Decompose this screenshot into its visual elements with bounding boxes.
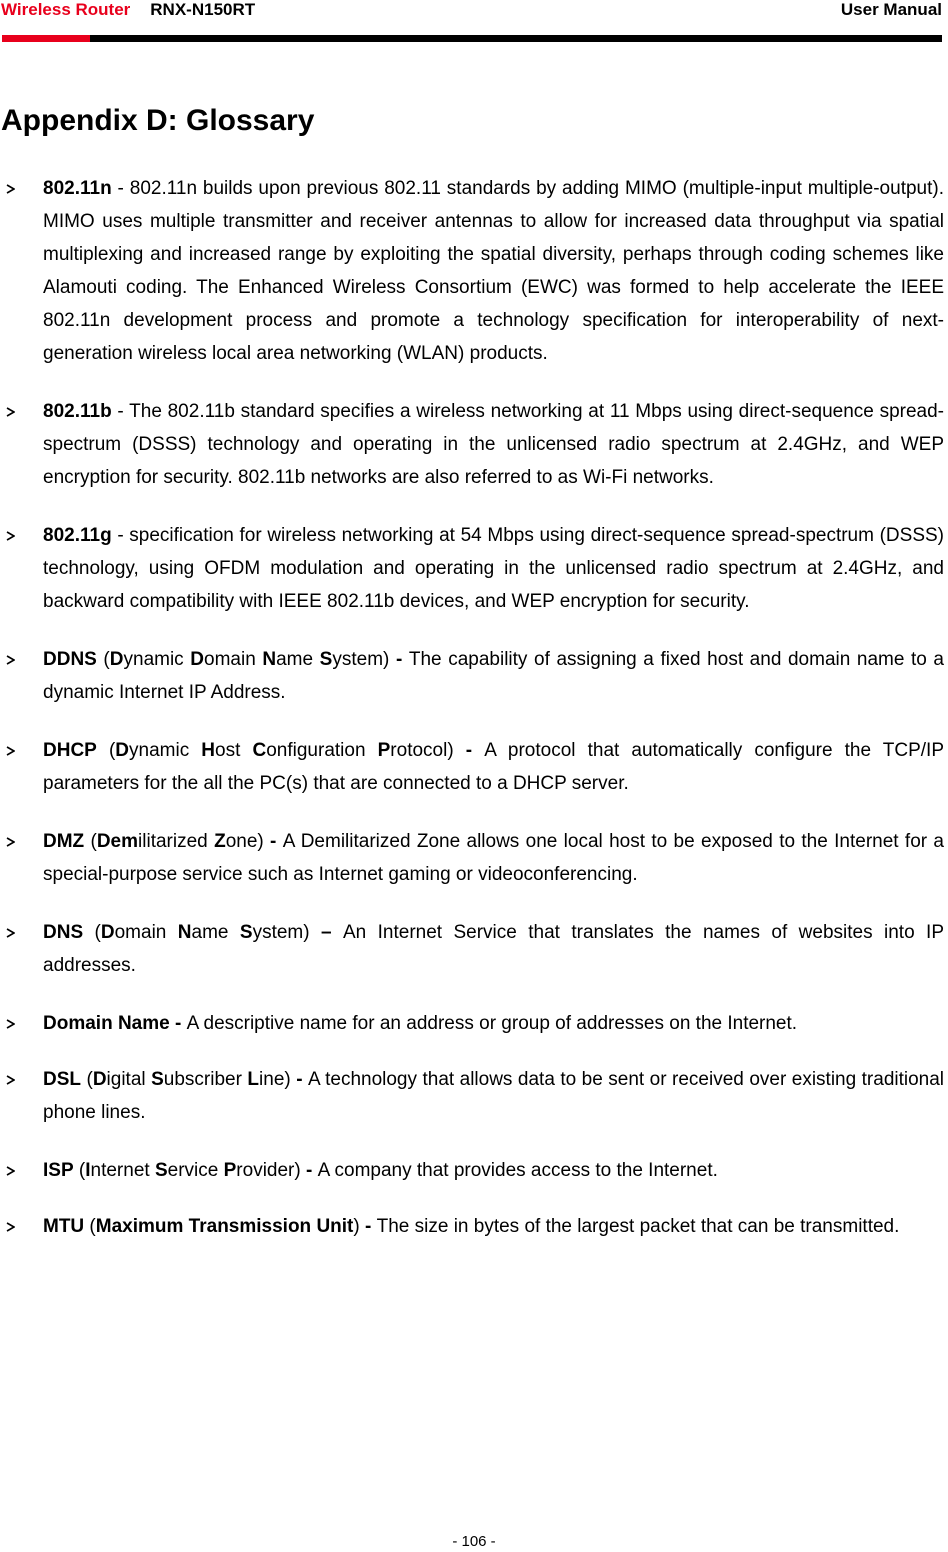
glossary-entry: DDNS (Dynamic Domain Name System) - The capability of assigning a fixed host and domain name to a dynamic Internet IP Address. [0, 643, 948, 709]
glossary-term: DDNS [43, 649, 97, 670]
arrow-bullet-icon [6, 1166, 15, 1176]
expansion-letter: N [262, 649, 277, 670]
expansion-text: ame [191, 922, 240, 943]
glossary-term: 802.11g [43, 525, 112, 546]
glossary-definition: A technology that allows data to be sent or received over existing traditional phone lines. [43, 1069, 945, 1123]
glossary-term: DSL [43, 1069, 81, 1090]
page-number: - 106 - [452, 1533, 496, 1550]
term-separator: – [309, 922, 343, 943]
expansion-letter: m [121, 831, 139, 852]
arrow-bullet-icon [6, 1222, 15, 1232]
glossary-list [0, 172, 948, 1243]
expansion-text: ilitarized [138, 831, 215, 852]
header-rule-black [90, 35, 942, 42]
glossary-term: DHCP [43, 740, 97, 761]
arrow-bullet-icon [6, 746, 15, 756]
glossary-term: DNS [43, 922, 84, 943]
glossary-term: Domain Name [43, 1013, 170, 1034]
header-left [1, 0, 255, 20]
page-header [0, 0, 948, 44]
term-separator: - [111, 525, 130, 546]
expansion-text: ystem [332, 649, 384, 670]
glossary-definition: A company that provides access to the Internet. [317, 1160, 718, 1181]
glossary-definition: An Internet Service that translates the names of websites into IP addresses. [43, 922, 945, 976]
expansion-text: igital [106, 1069, 152, 1090]
expansion-text: ost [215, 740, 253, 761]
page-title: Appendix D: Glossary [1, 104, 315, 137]
arrow-bullet-icon [6, 1019, 15, 1029]
expansion-text: ame [276, 649, 320, 670]
glossary-entry: MTU (Maximum Transmission Unit) - The size in bytes of the largest packet that can be transmitted. [0, 1210, 948, 1243]
expansion-text: Maximum Transmission Unit [95, 1216, 354, 1237]
expansion-text: ynamic [123, 649, 191, 670]
glossary-definition: The size in bytes of the largest packet that can be transmitted. [376, 1216, 900, 1237]
expansion-letter: D [115, 740, 130, 761]
arrow-bullet-icon [6, 407, 15, 417]
expansion-letter: N [177, 922, 192, 943]
term-separator: - [111, 178, 130, 199]
glossary-entry: DMZ (Demilitarized Zone) - A Demilitarized Zone allows one local host to be exposed to the Internet for a special-purpose service such as Internet gaming or videoconferencing. [0, 825, 948, 891]
glossary-entry [0, 172, 948, 370]
header-rule-red [2, 35, 90, 42]
term-separator: - [359, 1216, 377, 1237]
glossary-entry: DHCP (Dynamic Host Configuration Protocol) - A protocol that automatically configure the TCP/IP parameters for the all the PC(s) that are connected to a DHCP server. [0, 734, 948, 800]
arrow-bullet-icon [6, 1075, 15, 1085]
expansion-text: ystem [252, 922, 304, 943]
term-separator: - [111, 401, 130, 422]
glossary-term: DMZ [43, 831, 85, 852]
expansion-letter: De [96, 831, 122, 852]
arrow-bullet-icon [6, 184, 15, 194]
glossary-entry: DNS (Domain Name System) – An Internet Service that translates the names of websites into IP addresses. [0, 916, 948, 982]
term-separator: - [300, 1160, 318, 1181]
expansion-letter: S [154, 1160, 168, 1181]
expansion-text: onfiguration [266, 740, 378, 761]
term-separator: - [263, 831, 283, 852]
glossary-entry: ISP (Internet Service Provider) - A company that provides access to the Internet. [0, 1154, 948, 1187]
expansion-letter: P [223, 1160, 237, 1181]
arrow-bullet-icon [6, 531, 15, 541]
glossary-definition: A protocol that automatically configure the TCP/IP parameters for the all the PC(s) that are connected to a DHCP server. [43, 740, 945, 794]
term-separator: - [169, 1013, 187, 1034]
expansion-letter: P [377, 740, 391, 761]
expansion-letter: D [190, 649, 205, 670]
term-separator: - [290, 1069, 308, 1090]
expansion-text: one [225, 831, 258, 852]
glossary-entry [0, 519, 948, 618]
term-separator: - [453, 740, 485, 761]
expansion-letter: S [151, 1069, 164, 1090]
glossary-entry [0, 1007, 948, 1040]
expansion-text: ubscriber [163, 1069, 248, 1090]
expansion-text: omain [114, 922, 178, 943]
header-doc-type: User Manual [840, 0, 942, 19]
expansion-letter: S [239, 922, 253, 943]
expansion-text: ervice [167, 1160, 224, 1181]
glossary-definition: A descriptive name for an address or group of addresses on the Internet. [186, 1013, 798, 1034]
glossary-entry [0, 395, 948, 494]
expansion-text: omain [204, 649, 263, 670]
expansion-text: ynamic [129, 740, 202, 761]
header-brand: Wireless Router [1, 0, 131, 19]
expansion-text: rovider [236, 1160, 295, 1181]
glossary-entry: DSL (Digital Subscriber Line) - A technology that allows data to be sent or received over existing traditional phone lines. [0, 1063, 948, 1129]
glossary-definition: The capability of assigning a fixed host and domain name to a dynamic Internet IP Address. [43, 649, 945, 703]
glossary-term: 802.11b [43, 401, 112, 422]
arrow-bullet-icon [6, 928, 15, 938]
header-model: RNX-N150RT [150, 0, 256, 19]
expansion-letter: C [252, 740, 267, 761]
arrow-bullet-icon [6, 837, 15, 847]
arrow-bullet-icon [6, 655, 15, 665]
expansion-text: nternet [90, 1160, 155, 1181]
expansion-text: ine [259, 1069, 285, 1090]
expansion-letter: H [201, 740, 216, 761]
term-separator: - [389, 649, 409, 670]
glossary-definition: The 802.11b standard specifies a wireless networking at 11 Mbps using direct-sequence spread-spectrum (DSSS) technology and operating in the unlicensed radio spectrum at 2.4GHz, and WEP encryption for security. 802.11b networks are also referred to as Wi-Fi networks. [43, 401, 945, 488]
expansion-letter: Z [214, 831, 226, 852]
expansion-letter: D [109, 649, 124, 670]
glossary-definition: 802.11n builds upon previous 802.11 standards by adding MIMO (multiple-input multiple-output). MIMO uses multiple transmitter and receiver antennas to allow for increased data throughput via spatial multiplexing and increased range by exploiting the spatial diversity, perhaps through coding schemes like Alamouti coding. The Enhanced Wireless Consortium (EWC) was formed to help accelerate the IEEE 802.11n development process and promote a technology specification for interoperability of next-generation wireless local area networking (WLAN) products. [43, 178, 944, 364]
expansion-letter: L [247, 1069, 260, 1090]
glossary-definition: A Demilitarized Zone allows one local host to be exposed to the Internet for a special-purpose service such as Internet gaming or videoconferencing. [43, 831, 944, 885]
glossary-definition: specification for wireless networking at 54 Mbps using direct-sequence spread-spectrum (DSSS) technology, using OFDM modulation and operating in the unlicensed radio spectrum at 2.4GHz, and backward compatibility with IEEE 802.11b devices, and WEP encryption for security. [43, 525, 944, 612]
glossary-term: MTU [43, 1216, 85, 1237]
expansion-letter: D [100, 922, 115, 943]
glossary-term: ISP [43, 1160, 74, 1181]
glossary-term: 802.11n [43, 178, 112, 199]
expansion-letter: D [92, 1069, 107, 1090]
expansion-text: rotocol [390, 740, 448, 761]
expansion-letter: S [319, 649, 333, 670]
expansion-letter: I [85, 1160, 91, 1181]
